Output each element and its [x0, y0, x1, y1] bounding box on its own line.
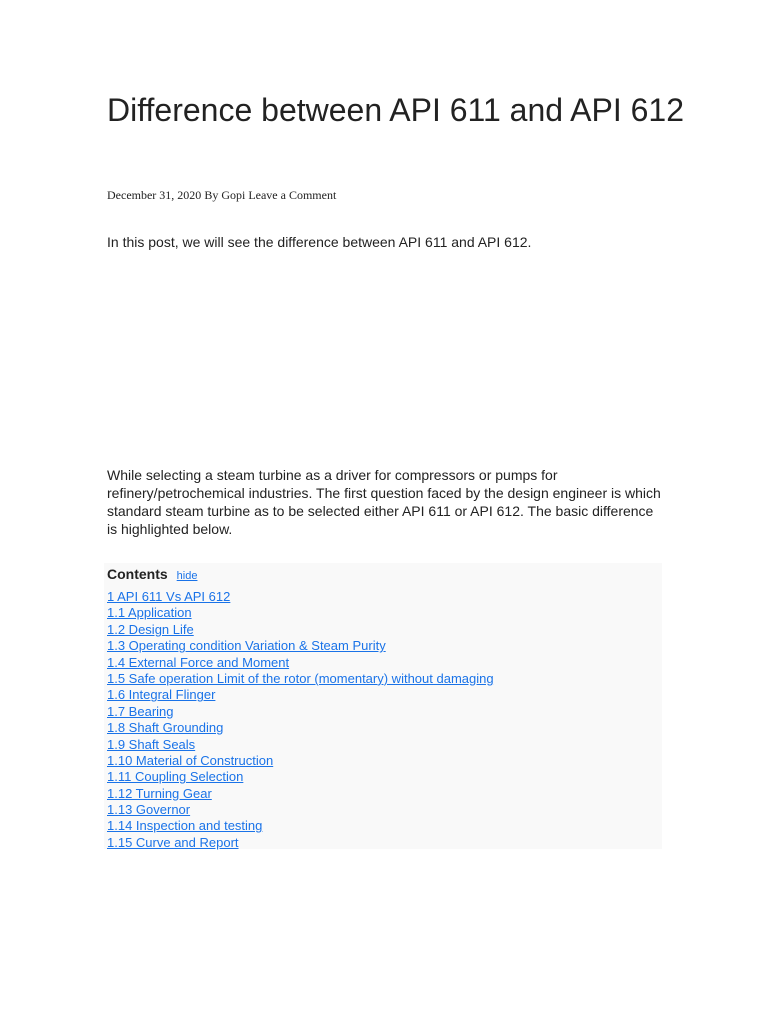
toc-link[interactable]: 1.15 Curve and Report	[107, 834, 239, 850]
toc-item	[107, 704, 659, 720]
toc-item	[107, 655, 659, 671]
toc-link[interactable]: 1.8 Shaft Grounding	[107, 720, 224, 736]
toc-header	[107, 565, 659, 589]
toc-link[interactable]: 1.12 Turning Gear	[107, 785, 212, 801]
toc-item	[107, 753, 659, 769]
toc-link[interactable]: 1.4 External Force and Moment	[107, 654, 290, 670]
toc-link[interactable]: 1.9 Shaft Seals	[107, 736, 196, 752]
post-meta	[107, 187, 339, 203]
toc-item	[107, 835, 659, 851]
toc-item	[107, 622, 659, 638]
toc-item	[107, 638, 659, 654]
toc-item	[107, 605, 659, 621]
toc-link[interactable]: 1.14 Inspection and testing	[107, 818, 263, 834]
intro-paragraph: In this post, we will see the difference between API 611 and API 612.	[107, 234, 532, 250]
leave-comment-link[interactable]: Leave a Comment	[248, 188, 337, 202]
page-title: Difference between API 611 and API 612	[107, 92, 685, 128]
toc-item	[107, 720, 659, 736]
toc-link[interactable]: 1.2 Design Life	[107, 621, 194, 637]
toc-item	[107, 818, 659, 834]
post-by-label: By	[204, 188, 219, 202]
toc-link[interactable]: 1.3 Operating condition Variation & Steam Purity	[107, 638, 386, 654]
toc-item	[107, 802, 659, 818]
toc-link[interactable]: 1.6 Integral Flinger	[107, 687, 216, 703]
toc-item	[107, 786, 659, 802]
table-of-contents	[104, 563, 662, 849]
toc-item	[107, 589, 659, 605]
toc-link[interactable]: 1.11 Coupling Selection	[107, 769, 244, 785]
toc-link[interactable]: 1.7 Bearing	[107, 703, 174, 719]
toc-title: Contents	[107, 566, 168, 582]
toc-list	[107, 589, 659, 851]
toc-link[interactable]: 1 API 611 Vs API 612	[107, 589, 231, 604]
toc-item	[107, 769, 659, 785]
toc-link[interactable]: 1.1 Application	[107, 605, 192, 621]
toc-link[interactable]: 1.10 Material of Construction	[107, 752, 274, 768]
toc-hide-toggle[interactable]: hide	[176, 570, 198, 582]
post-author-link[interactable]: Gopi	[221, 188, 246, 202]
toc-item	[107, 737, 659, 753]
toc-item	[107, 687, 659, 703]
body-paragraph: While selecting a steam turbine as a driver for compressors or pumps for refinery/petrochemical industries. The first question faced by the design engineer is which standard steam turbine as to be selected either API 611 or API 612. The basic difference is highlighted below.	[107, 467, 661, 537]
post-date: December 31, 2020	[107, 188, 202, 202]
toc-link[interactable]: 1.5 Safe operation Limit of the rotor (momentary) without damaging	[107, 670, 494, 686]
toc-link[interactable]: 1.13 Governor	[107, 802, 191, 818]
toc-item	[107, 671, 659, 687]
